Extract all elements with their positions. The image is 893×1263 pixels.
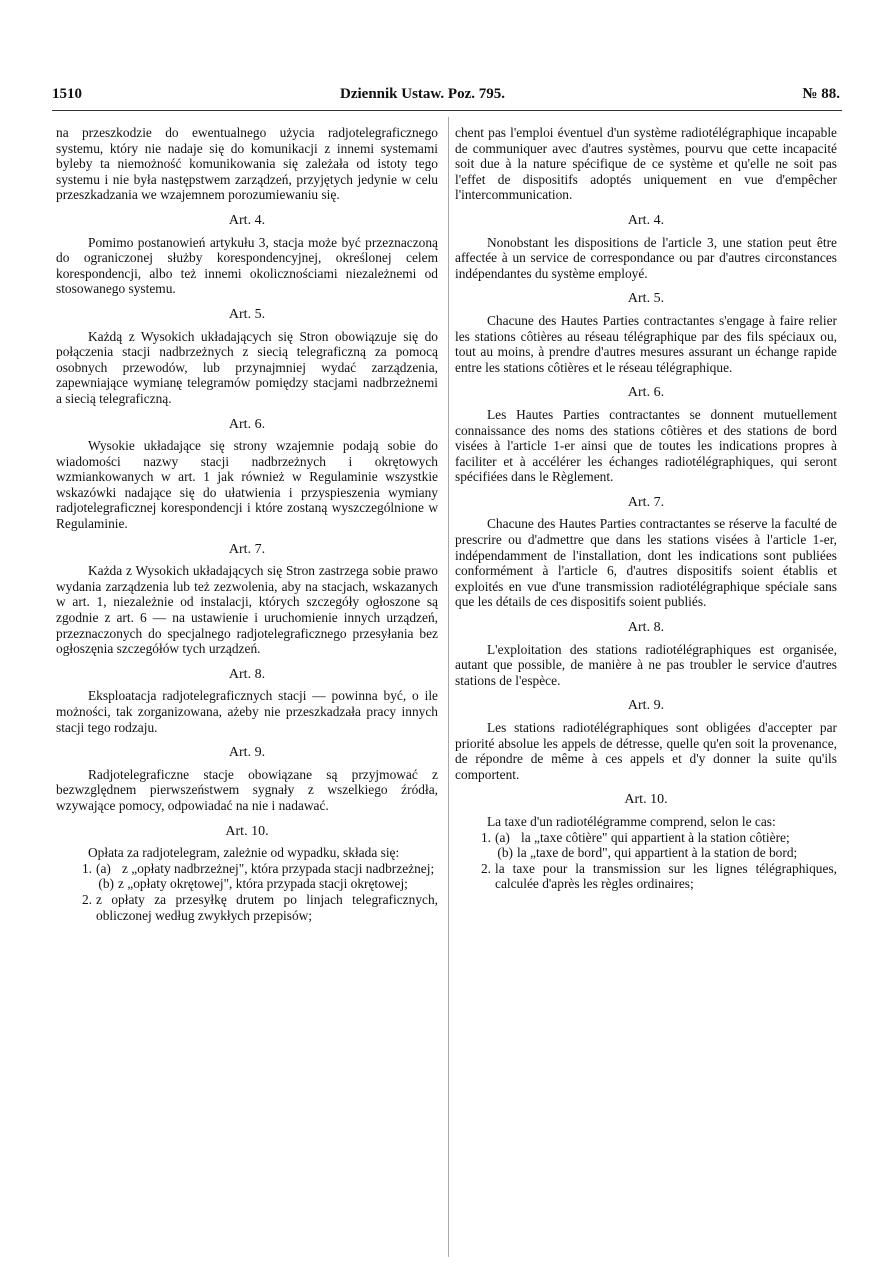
page-number: 1510 bbox=[52, 86, 82, 102]
polish-intro: na przeszkodzie do ewentualnego użycia radjotelegraficznego systemu, który nie nadaje się do komunikacji z innemi systemami byleby ta niemożność komunikowania się zależała od istoty tego systemu i nie była następstwem zarządzeń, przyjętych jedynie w celu przeszkadzania we wzajemnem porozumiewaniu się. bbox=[56, 125, 438, 203]
polish-item1b-text: z „opłaty okrętowej", która przypada stacji okrętowej; bbox=[118, 876, 408, 892]
french-art4-text: Nonobstant les dispositions de l'article 3, une station peut être affectée à un service de correspondance ou par d'autres circonstances indépendantes du système employé. bbox=[455, 234, 837, 281]
french-art10-title: Art. 10. bbox=[624, 792, 668, 808]
french-item2-num: 2. bbox=[480, 860, 491, 876]
french-item-1a bbox=[455, 830, 837, 846]
polish-art4-text: Pomimo postanowień artykułu 3, stacja może być przeznaczoną do ograniczonej służby korespondencyjnej, określonej celem korespondencji, albo też innemi okolicznościami niezależnemi od stosowanego systemu. bbox=[56, 234, 438, 297]
polish-item1a-label: (a) bbox=[96, 860, 111, 876]
polish-item1-num: 1. bbox=[81, 860, 92, 876]
polish-art10-text: Opłata za radjotelegram, zależnie od wypadku, składa się: bbox=[88, 845, 400, 861]
french-art7-text: Chacune des Hautes Parties contractantes se réserve la faculté de prescrire ou d'admettre que dans les stations visées à l'article 1-er, indépendamment de l'installation, dont les indications sont publiées conformément à l'article 6, d'autres dispositifs soient établis et exploités en vue d'une transmission radiotélégraphique spéciale sans que les détails de ces dispositifs soient publiés. bbox=[455, 516, 837, 610]
french-art8-text: L'exploitation des stations radiotélégraphiques est organisée, autant que possible, de manière à ne pas troubler le service d'autres stations de l'espèce. bbox=[455, 641, 837, 688]
french-item1b-text: la „taxe de bord", qui appartient à la station de bord; bbox=[517, 845, 798, 861]
french-item-2 bbox=[455, 861, 837, 892]
polish-item1b-label: (b) bbox=[98, 876, 114, 892]
polish-art5-title: Art. 5. bbox=[228, 306, 266, 322]
polish-item1a-text: z „opłaty nadbrzeżnej", która przypada stacji nadbrzeżnej; bbox=[122, 860, 435, 876]
polish-item-2 bbox=[56, 892, 438, 923]
polish-column bbox=[56, 125, 438, 923]
french-art10-text: La taxe d'un radiotélégramme comprend, selon le cas: bbox=[487, 813, 776, 829]
polish-art6-text: Wysokie układające się strony wzajemnie podają sobie do wiadomości nazwy stacji nadbrzeżnych i okrętowych wzmiankowanych w art. 1 jak również w Regulaminie wszystkie wskazówki nadające się do ułatwienia i przyspieszenia wymiany radjotelegraficznej korespondencji i które zostaną wyszczególnione w Regulaminie. bbox=[56, 438, 438, 532]
journal-title: Dziennik Ustaw. Poz. 795. bbox=[340, 86, 505, 102]
issue-number: № 88. bbox=[802, 86, 840, 102]
polish-art8-text: Eksploatacja radjotelegraficznych stacji — powinna być, o ile możności, tak zorganizowana, ażeby nie przeszkadzała pracy innych stacji tego rodzaju. bbox=[56, 688, 438, 735]
french-art7-title: Art. 7. bbox=[627, 494, 665, 510]
polish-art9-text: Radjotelegraficzne stacje obowiązane są przyjmować z bezwzględnem pierwszeństwem sygnały z wszelkiego źródła, wzywające pomocy, odpowiadać na nie i nadawać. bbox=[56, 766, 438, 813]
polish-art10-title: Art. 10. bbox=[225, 823, 269, 839]
polish-art9-title: Art. 9. bbox=[228, 745, 266, 761]
polish-item2-text: z opłaty za przesyłkę drutem po linjach telegraficznych, obliczonej według zwykłych przepisów; bbox=[96, 891, 438, 923]
polish-art7-text: Każda z Wysokich układających się Stron zastrzega sobie prawo wydania zarządzenia lub też zezwolenia, aby na stacjach, wskazanych w art. 1, niezależnie od instalacji, których szczegóły ogłoszone są zgodnie z art. 6 — na ustawienie i uruchomienie innych urządzeń, przeznaczonych do specjalnego radjotelegraficznego przesyłania bez ogłoszęnia szczegółów tych urządzeń. bbox=[56, 563, 438, 657]
polish-item-1b bbox=[56, 876, 438, 892]
french-intro: chent pas l'emploi éventuel d'un système radiotélégraphique incapable de communiquer avec d'autres systèmes, pourvu que cette incapacité soit due à la nature spécifique de ce système et qu'elle ne soit pas l'effet de dispositifs adoptés uniquement en vue d'empêcher l'intercommunication. bbox=[455, 125, 837, 203]
polish-art7-title: Art. 7. bbox=[228, 541, 266, 557]
polish-item2-num: 2. bbox=[81, 891, 92, 907]
polish-art8-title: Art. 8. bbox=[228, 666, 266, 682]
french-item1a-label: (a) bbox=[495, 829, 510, 845]
french-art6-text: Les Hautes Parties contractantes se donnent mutuellement connaissance des noms des stations côtières et des stations de bord visées à l'article 1-er ainsi que de toutes les indications propres à faciliter et à accélérer les échanges radiotélégraphiques, qui seront spécifiées dans le Règlement. bbox=[455, 406, 837, 485]
french-item2-text: la taxe pour la transmission sur les lignes télégraphiques, calculée d'après les règles ordinaires; bbox=[495, 860, 837, 892]
french-art5-text: Chacune des Hautes Parties contractantes s'engage à faire relier les stations côtières au réseau télégraphique par des fils spéciaux ou, tout au moins, à prendre d'autres mesures assurant un échange rapide entre les stations côtières et le réseau télégraphique. bbox=[455, 312, 837, 375]
page-header bbox=[52, 86, 840, 106]
polish-art6-title: Art. 6. bbox=[228, 416, 266, 432]
french-art9-text: Les stations radiotélégraphiques sont obligées d'accepter par priorité absolue les appels de détresse, quelle qu'en soit la provenance, de répondre de même à ces appels et d'y donner la suite qu'ils comportent. bbox=[455, 720, 837, 782]
french-item-1b bbox=[455, 845, 837, 861]
column-divider bbox=[448, 117, 449, 1257]
french-art5-title: Art. 5. bbox=[627, 291, 665, 307]
french-art8-title: Art. 8. bbox=[627, 620, 665, 636]
french-item1-num: 1. bbox=[480, 829, 491, 845]
french-art6-title: Art. 6. bbox=[627, 385, 665, 401]
polish-item-1a bbox=[56, 861, 438, 877]
french-art9-title: Art. 9. bbox=[627, 698, 665, 714]
french-art4-title: Art. 4. bbox=[627, 212, 665, 228]
french-column bbox=[455, 125, 837, 892]
polish-art5-text: Każdą z Wysokich układających się Stron obowiązuje się do połączenia stacji nadbrzeżnych z siecią telegraficzną za pomocą osobnych przewodów, lub przynajmniej wydać zarządzenia, zapewniające wymianę telegramów pomiędzy stacjami nadbrzeżnemi a siecią telegraficzną. bbox=[56, 328, 438, 406]
french-item1b-label: (b) bbox=[497, 845, 513, 861]
polish-art4-title: Art. 4. bbox=[228, 212, 266, 228]
header-rule bbox=[52, 110, 842, 111]
french-item1a-text: la „taxe côtière" qui appartient à la station côtière; bbox=[521, 829, 790, 845]
